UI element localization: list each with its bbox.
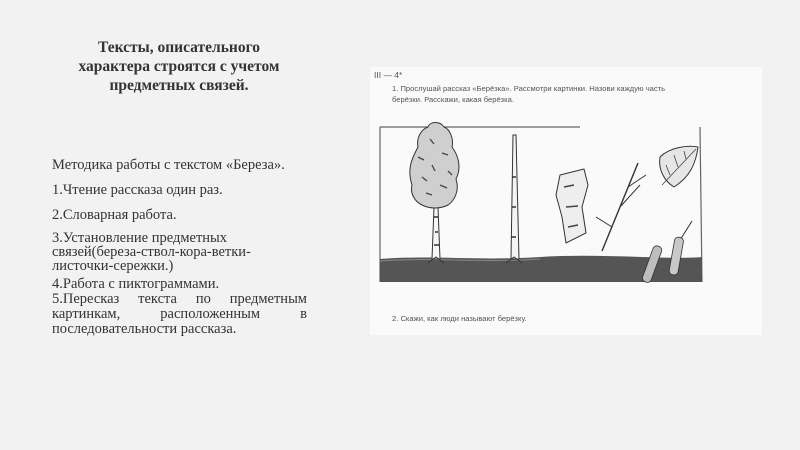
step-1: 1.Чтение рассказа один раз.	[52, 182, 223, 198]
birch-tree-drawing	[410, 123, 459, 264]
step-3: 3.Установление предметных связей(береза-ствол-кора-ветки-листочки-сережки.)	[52, 230, 251, 274]
birch-twig-drawing	[596, 163, 646, 251]
task-1-line-2: берёзки. Расскажи, какая берёзка.	[392, 95, 514, 104]
step-4: 4.Работа с пиктограммами.	[52, 276, 220, 292]
method-intro: Методика работы с текстом «Береза».	[52, 157, 285, 173]
slide-title: Тексты, описательного характера строятся с учетом предметных связей.	[78, 39, 280, 94]
step-2: 2.Словарная работа.	[52, 207, 177, 223]
slide-body	[52, 156, 307, 337]
birch-illustration	[370, 67, 762, 335]
textbook-page-image	[370, 67, 762, 335]
page-label: III — 4*	[374, 70, 403, 80]
birch-leaf-drawing	[660, 146, 698, 187]
bark-piece-drawing	[556, 169, 588, 243]
step-5: 5.Пересказ текста по предметным картинкам, расположенным в последовательности рассказа.	[52, 291, 307, 337]
task-2: 2. Скажи, как люди называют берёзку.	[392, 314, 527, 323]
task-1-line-1: 1. Прослушай рассказ «Берёзка». Рассмотри картинки. Назови каждую часть	[392, 84, 666, 93]
birch-trunk-drawing	[506, 135, 522, 263]
